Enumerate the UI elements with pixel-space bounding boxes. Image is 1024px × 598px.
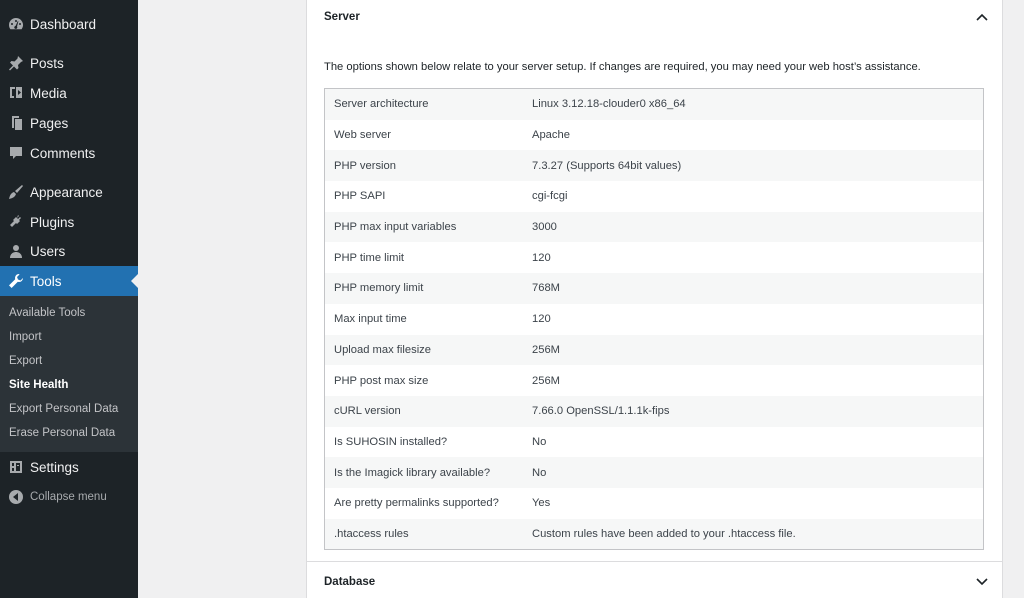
table-row (325, 457, 984, 488)
table-row (325, 396, 984, 427)
row-key: PHP version (325, 150, 533, 181)
sidebar-item-label: Settings (30, 459, 79, 475)
accordion-title: Server (324, 10, 360, 23)
table-row (325, 365, 984, 396)
sidebar-item-label: Posts (30, 55, 64, 71)
pin-icon (8, 55, 24, 71)
sidebar-item-label: Media (30, 85, 67, 101)
table-row (325, 273, 984, 304)
sidebar-item-label: Pages (30, 115, 69, 131)
row-key: PHP memory limit (325, 273, 533, 304)
row-key: PHP max input variables (325, 212, 533, 243)
sidebar-item-users[interactable] (0, 236, 138, 266)
accordion-header-database[interactable] (307, 565, 1002, 598)
row-key: Max input time (334, 313, 407, 326)
site-health-info-panel (306, 0, 1003, 598)
table-row (325, 150, 984, 181)
row-key: .htaccess rules (325, 519, 533, 550)
row-value: 256M (532, 374, 560, 387)
brush-icon (8, 184, 24, 200)
submenu-item-available-tools[interactable]: Available Tools (9, 307, 86, 319)
table-row (325, 120, 984, 151)
sidebar-item-label: Comments (30, 145, 96, 161)
sidebar-item-label: Appearance (30, 184, 103, 200)
sidebar-item-plugins[interactable] (0, 207, 138, 237)
server-info-table (324, 88, 984, 550)
accordion-header-server[interactable] (307, 0, 1002, 33)
table-row (325, 519, 984, 550)
row-value: Linux 3.12.18-clouder0 x86_64 (532, 89, 984, 120)
dashboard-icon (8, 16, 24, 32)
submenu-item-site-health[interactable]: Site Health (9, 379, 69, 391)
sidebar-item-settings[interactable] (0, 452, 138, 482)
row-key: Are pretty permalinks supported? (334, 497, 499, 510)
wrench-icon (8, 273, 24, 289)
row-key: Server architecture (325, 89, 533, 120)
sidebar-item-pages[interactable] (0, 108, 138, 138)
collapse-menu-button[interactable] (0, 482, 138, 512)
row-value: No (532, 435, 547, 448)
table-row (325, 304, 984, 335)
row-value: 7.66.0 OpenSSL/1.1.1k-fips (532, 396, 984, 427)
sidebar-item-label: Dashboard (30, 16, 97, 32)
chevron-down-icon (974, 574, 990, 590)
sidebar-item-media[interactable] (0, 78, 138, 108)
server-description: The options shown below relate to your server setup. If changes are required, you may need your web host’s assistance. (324, 61, 921, 73)
table-row (325, 427, 984, 458)
row-value: Custom rules have been added to your .htaccess file. (532, 519, 984, 550)
sidebar-item-tools[interactable] (0, 266, 138, 296)
chevron-up-icon (974, 9, 990, 25)
sidebar-item-posts[interactable] (0, 48, 138, 78)
row-value: cgi-fcgi (532, 190, 568, 203)
section-divider (307, 561, 1002, 562)
row-key: PHP post max size (334, 374, 429, 387)
table-row (325, 212, 984, 243)
row-value: 7.3.27 (Supports 64bit values) (532, 150, 984, 181)
collapse-menu-label: Collapse menu (30, 491, 107, 503)
media-icon (8, 85, 24, 101)
submenu-item-export-personal-data[interactable]: Export Personal Data (9, 403, 119, 415)
row-value: Yes (532, 497, 551, 510)
row-value: 120 (532, 313, 551, 326)
row-key: Is SUHOSIN installed? (334, 435, 448, 448)
row-key: PHP SAPI (334, 190, 386, 203)
table-row (325, 242, 984, 273)
user-icon (8, 243, 24, 259)
tools-submenu (0, 296, 138, 452)
table-row (325, 181, 984, 212)
admin-sidebar (0, 0, 138, 598)
settings-icon (8, 459, 24, 475)
table-row (325, 488, 984, 519)
table-row (325, 89, 984, 120)
sidebar-item-label: Tools (30, 273, 62, 289)
row-value: Apache (532, 129, 570, 142)
collapse-arrow-icon (8, 489, 24, 505)
row-key: Upload max filesize (325, 335, 533, 366)
submenu-item-import[interactable]: Import (9, 331, 42, 343)
row-value: 256M (532, 335, 984, 366)
row-value: 3000 (532, 212, 984, 243)
pages-icon (8, 115, 24, 131)
row-value: 768M (532, 273, 984, 304)
row-key: Is the Imagick library available? (325, 457, 533, 488)
comment-icon (8, 145, 24, 161)
sidebar-item-label: Plugins (30, 214, 75, 230)
accordion-title: Database (324, 575, 376, 588)
row-key: PHP time limit (334, 251, 405, 264)
sidebar-item-appearance[interactable] (0, 177, 138, 207)
submenu-item-export[interactable]: Export (9, 355, 43, 367)
sidebar-item-label: Users (30, 243, 66, 259)
row-value: 120 (532, 251, 551, 264)
row-key: Web server (334, 129, 391, 142)
row-key: cURL version (325, 396, 533, 427)
submenu-item-erase-personal-data[interactable]: Erase Personal Data (9, 427, 116, 439)
plugin-icon (8, 214, 24, 230)
sidebar-item-comments[interactable] (0, 138, 138, 168)
sidebar-item-dashboard[interactable] (0, 9, 138, 39)
table-row (325, 335, 984, 366)
row-value: No (532, 457, 984, 488)
